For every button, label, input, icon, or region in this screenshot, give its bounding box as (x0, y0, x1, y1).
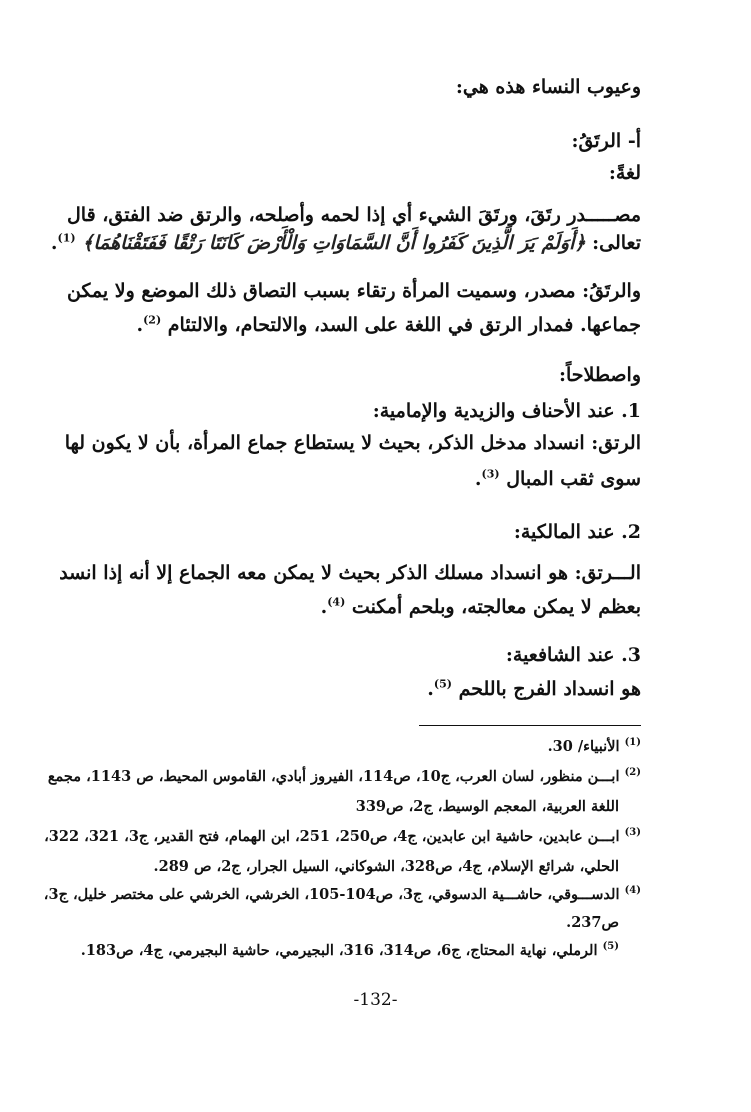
numbered-heading-text: 2. عند المالكية: (513, 521, 641, 543)
section-heading-ratq (108, 126, 641, 156)
paragraph-text: جماعها. فمدار الرتق في اللغة على السد، والالتحام، والالتئام (167, 314, 641, 336)
footnote-text: اللغة العربية، المعجم الوسيط، ج2، ص339 (355, 798, 619, 815)
paragraph-line (64, 428, 641, 458)
footnote-5 (80, 940, 619, 962)
footnote-ref: (5) (433, 677, 452, 691)
subheading-istilahan (108, 360, 641, 390)
footnote-3-cont (108, 856, 619, 878)
footnote-text: الحلي، شرائع الإسلام، ج4، ص328، الشوكاني، السيل الجرار، ج2، ص 289. (153, 858, 619, 875)
footnote-2 (47, 766, 641, 788)
footnote-2-cont (108, 796, 619, 818)
footnote-1 (108, 736, 641, 758)
numbered-heading-2 (108, 517, 641, 547)
paragraph-line (66, 276, 641, 306)
footnote-3 (44, 826, 641, 848)
paragraph-text: بعظم لا يمكن معالجته، وبلحم أمكنت (351, 596, 641, 618)
footnote-number: (5) (602, 941, 619, 953)
paragraph-text: سوى ثقب المبال (506, 468, 641, 490)
intro-heading-text: وعيوب النساء هذه هي: (455, 76, 641, 98)
footnote-text: الدســـوقي، حاشـــية الدسوقي، ج3، ص104-105، الخرشي، الخرشي على مختصر خليل، ج3، (43, 886, 620, 903)
paragraph-line: هو انسداد الفرج باللحم $^{(5)}$. (427, 677, 641, 700)
paragraph-text: هو انسداد الفرج باللحم (458, 678, 641, 700)
subheading-lughatan (108, 158, 641, 188)
footnote-number: (3) (624, 827, 641, 839)
paragraph-text: والرتَقُ: مصدر، وسميت المرأة رتقاء بسبب التصاق ذلك الموضع ولا يمكن (66, 280, 641, 302)
footnote-text: ص237. (566, 914, 619, 931)
footnote-text: الأنبياء/ 30. (547, 738, 620, 755)
footnote-ref: (2) (143, 313, 162, 327)
paragraph-text: الـــرتق: هو انسداد مسلك الذكر بحيث لا يمكن معه الجماع إلا أنه إذا انسد (59, 562, 641, 584)
footnote-divider (419, 725, 641, 726)
numbered-heading-3 (108, 640, 641, 670)
subheading-istilahan-text: واصطلاحاً: (558, 364, 641, 386)
numbered-heading-text: 3. عند الشافعية: (505, 644, 641, 666)
paragraph-line: بعظم لا يمكن معالجته، وبلحم أمكنت $^{(4)}$. (320, 595, 641, 618)
numbered-heading-1 (108, 396, 641, 426)
footnote-text: ابـــن عابدين، حاشية ابن عابدين، ج4، ص250، 251، ابن الهمام، فتح القدير، ج3، 321، 322، (44, 828, 620, 845)
footnote-4-cont (108, 912, 619, 934)
paragraph-text: الرتق: انسداد مدخل الذكر، بحيث لا يستطاع جماع المرأة، بأن لا يكون لها (64, 432, 641, 454)
paragraph-text: تعالى: (592, 232, 641, 254)
quran-verse-line: تعالى: ﴿أَوَلَمْ يَرَ الَّذِينَ كَفَرُوا أَنَّ السَّمَاوَاتِ وَالْأَرْضَ كَانَتَا رَتْقًا فَفَتَقْنَاهُمَا﴾ $^{(1)}$. (50, 231, 641, 254)
section-heading-ratq-text: أ- الرتَقُ: (571, 130, 641, 152)
page-number: -132- (353, 990, 398, 1010)
subheading-lughatan-text: لغةً: (608, 162, 641, 184)
footnote-number: (1) (624, 737, 641, 749)
footnote-number: (4) (624, 885, 641, 897)
paragraph-line: سوى ثقب المبال $^{(3)}$. (474, 467, 641, 490)
paragraph-line: جماعها. فمدار الرتق في اللغة على السد، والالتحام، والالتئام $^{(2)}$. (136, 313, 641, 336)
numbered-heading-text: 1. عند الأحناف والزيدية والإمامية: (372, 400, 641, 422)
paragraph-text: مصـــــدر رتَقَ، ورتَقَ الشيء أي إذا لحمه وأصلحه، والرتق ضد الفتق، قال (67, 204, 641, 226)
footnote-number: (2) (624, 767, 641, 779)
footnote-ref: (3) (481, 467, 500, 481)
intro-heading (108, 72, 641, 102)
footnote-ref: (4) (327, 595, 346, 609)
footnote-ref: (1) (57, 231, 76, 245)
quran-verse: ﴿أَوَلَمْ يَرَ الَّذِينَ كَفَرُوا أَنَّ السَّمَاوَاتِ وَالْأَرْضَ كَانَتَا رَتْقًا فَفَتَقْنَاهُمَا﴾ (82, 232, 586, 254)
footnote-text: الرملي، نهاية المحتاج، ج6، ص314، 316، البجيرمي، حاشية البجيرمي، ج4، ص183. (80, 942, 598, 959)
paragraph-line (67, 200, 641, 230)
footnote-4 (43, 884, 641, 906)
footnote-text: ابـــن منظور، لسان العرب، ج10، ص114، الفيروز أبادي، القاموس المحيط، ص 1143، مجمع (47, 768, 620, 785)
paragraph-line (59, 558, 641, 588)
